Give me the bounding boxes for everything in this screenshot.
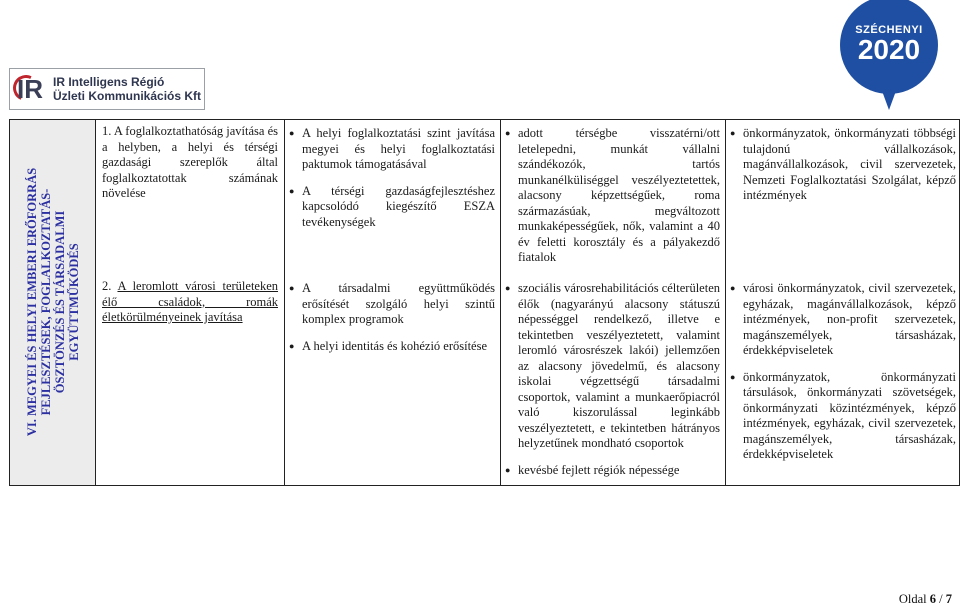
bullet-icon: ● [505, 128, 511, 138]
objective-2 [102, 279, 278, 326]
szechenyi-title: SZÉCHENYI [855, 24, 923, 36]
beneficiaries-group-2 [730, 281, 956, 474]
bullet-icon: ● [730, 371, 736, 382]
measure-item: ● A társadalmi együttműködés erősítését szolgáló helyi szintű komplex programok [289, 281, 495, 326]
target-group-item: ● kevésbé fejlett régiók népessége [505, 462, 680, 477]
target-groups-group-1 [505, 126, 720, 277]
beneficiary-item: ● önkormányzatok, önkormányzati többségi tulajdonú vállalkozások, magánvállalkozások, civil szervezetek, Nemzeti Foglalkoztatási Szolgálat, képző intézmények [730, 126, 956, 202]
page-current: 6 [929, 592, 937, 606]
measure-item: ● A helyi foglalkoztatási szint javítása megyei és helyi foglalkoztatási paktumok támogatásával [289, 126, 495, 171]
szechenyi-2020-logo [840, 0, 940, 112]
section-title: VI. MEGYEI ÉS HELYI EMBERI ERŐFORRÁS FEJLESZTÉSEK, FOGLALKOZTATÁS-ÖSZTÖNZÉS ÉS TÁRSADALMI EGYÜTTMŰKÖDÉS [25, 167, 81, 437]
section-title-cell [10, 120, 96, 485]
measures-cell [285, 120, 501, 485]
ir-logo-mark-icon: IR [13, 73, 49, 105]
bullet-icon: ● [289, 283, 295, 293]
beneficiaries-cell [726, 120, 960, 485]
objective-1 [102, 124, 278, 202]
page-separator: / [939, 592, 943, 606]
measure-item: ● A térségi gazdaságfejlesztéshez kapcsolódó kiegészítő ESZA tevékenységek [289, 183, 495, 229]
ir-logo-text [53, 75, 201, 103]
page-total: 7 [945, 592, 952, 606]
objective-2-number: 2. [102, 279, 112, 293]
bullet-icon: ● [730, 128, 736, 138]
ir-logo [9, 68, 205, 110]
target-groups-group-2 [505, 281, 720, 489]
target-groups-cell [501, 120, 726, 485]
program-table [9, 119, 960, 486]
objective-1-number: 1. [102, 124, 112, 138]
target-group-item: ● adott térségbe visszatérni/ott letelepedni, munkát vállalni szándékozók, tartós munkanélküliséggel veszélyeztetettek, alacsony képzettségűek, roma származásúak, megváltozott munkaképességűek, nők, valamint a 40 év feletti korosztály és a pályakezdő fiatalok [505, 126, 720, 264]
szechenyi-year: 2020 [857, 34, 921, 65]
measure-item: ● A helyi identitás és kohézió erősítése [289, 338, 488, 353]
bullet-icon: ● [730, 283, 736, 293]
bullet-icon: ● [505, 283, 511, 293]
ir-logo-line2: Üzleti Kommunikációs Kft [53, 89, 202, 103]
beneficiary-item: ● városi önkormányzatok, civil szervezetek, egyházak, magánvállalkozások, képző intézmények, non-profit szervezetek, magánszemélyek, társasházak, érdekképviseletek [730, 281, 956, 357]
measures-group-1 [289, 126, 495, 241]
page-label: Oldal [898, 592, 927, 606]
objective-1-text: A foglalkoztathatóság javítása és a helyben, a helyi és térségi gazdasági szereplők által foglalkoztatottak számának növelése [102, 124, 278, 200]
target-group-item: ● szociális városrehabilitációs célterületen élők (nagyarányú alacsony státuszú népességgel rendelkező, illetve e tekintetben veszélyeztetett, valamint leromló városrészek lakói) jellemzően az alacsony jövedelmű, és alacsony iskolai végzettségű társadalmi csoportok, valamint a munkaerőpiacról való kiszorulással leginkább veszélyeztetett, e tekintetben hátrányos helyzetűnek mondható csoportok [505, 281, 720, 450]
objective-2-text: A leromlott városi területeken élő családok, romák életkörülményeinek javítása [102, 279, 279, 324]
measures-group-2 [289, 281, 495, 365]
ir-logo-line1: IR Intelligens Régió [53, 75, 165, 89]
bullet-icon: ● [289, 185, 295, 196]
bullet-icon: ● [289, 340, 295, 351]
beneficiaries-group-1 [730, 126, 956, 215]
objectives-cell [96, 120, 285, 485]
bullet-icon: ● [289, 128, 295, 138]
bullet-icon: ● [505, 464, 511, 475]
beneficiary-item: ● önkormányzatok, önkormányzati társulások, önkormányzati szövetségek, önkormányzati közintézmények, képző intézmények, egyházak, civil szervezetek, magánszemélyek, társasházak, érdekképviseletek [730, 369, 956, 461]
